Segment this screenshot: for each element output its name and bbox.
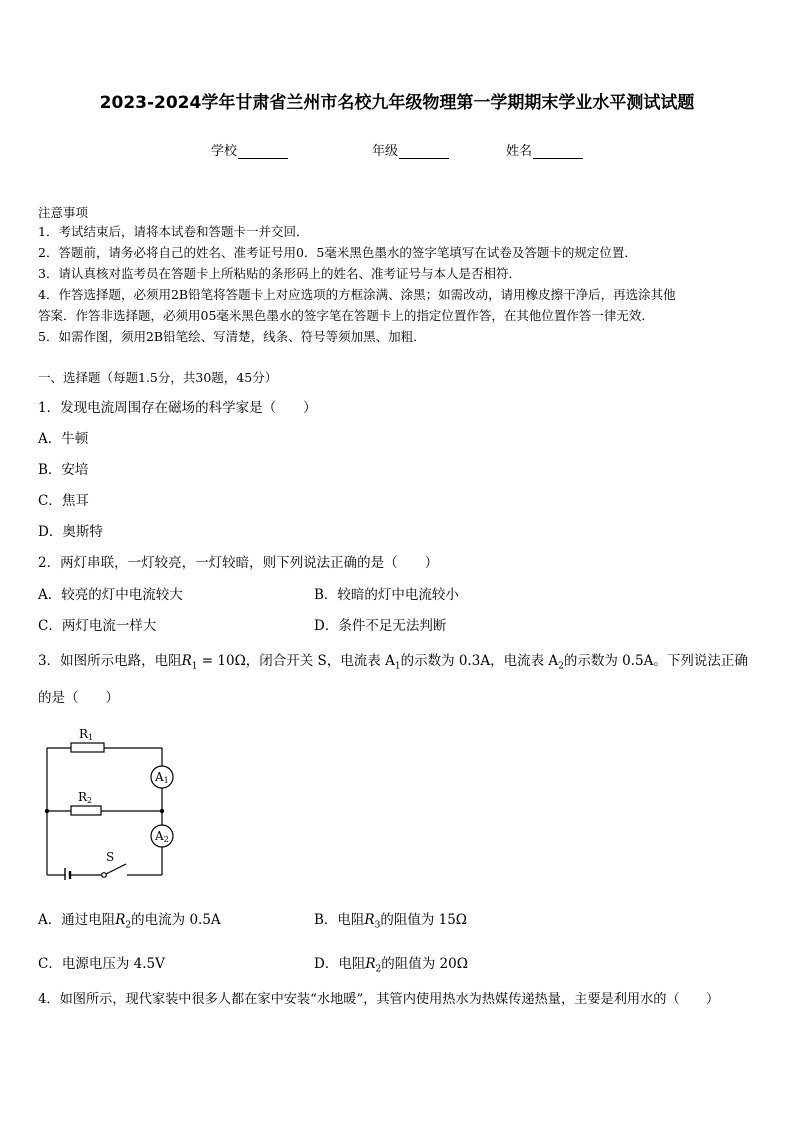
notice-item-4: 4．作答选择题，必须用2B铅笔将答题卡上对应选项的方框涂满、涂黑；如需改动，请用橡皮擦干净后，再选涂其他 [38, 287, 676, 302]
junction-dot [160, 809, 164, 813]
grade-label: 年级 [372, 144, 399, 159]
junction-dot [45, 809, 49, 813]
r2-label: R2 [78, 790, 93, 805]
name-field [506, 140, 583, 159]
switch-lever [106, 864, 126, 874]
grade-field [372, 140, 449, 159]
notice-item-5: 5．如需作图，须用2B铅笔绘、写清楚，线条、符号等须加黑、加粗． [38, 329, 426, 344]
switch-label: S [106, 850, 115, 864]
exam-title: 2023-2024学年甘肃省兰州市名校九年级物理第一学期期末学业水平测试试题 [99, 93, 695, 113]
school-blank [238, 145, 288, 159]
school-field [211, 140, 288, 159]
resistor-r2 [71, 806, 101, 815]
name-blank [533, 145, 583, 159]
q1-option-a: A．牛顿 [38, 431, 89, 447]
q3-stem: 3．如图所示电路，电阻$R_1 = 10\Omega$，闭合开关 S，电流表 $A_1$的示数为 0.3A，电流表 $A_2$的示数为 0.5A。下列说法正确 [38, 653, 748, 672]
q1-option-c: C．焦耳 [38, 493, 89, 509]
q1-option-d: D．奥斯特 [38, 524, 103, 540]
grade-blank [399, 145, 449, 159]
r1-label: R1 [79, 727, 94, 742]
notice-heading: 注意事项 [38, 205, 89, 220]
switch-contact [102, 873, 107, 878]
a2-label: A2 [155, 829, 169, 844]
section-heading: 一、选择题（每题1.5分，共30题，45分） [38, 370, 278, 385]
q2-option-c: C．两灯电流一样大 [38, 618, 157, 634]
name-label: 姓名 [506, 144, 533, 159]
notice-item-3: 3．请认真核对监考员在答题卡上所粘贴的条形码上的姓名、准考证号与本人是否相符． [38, 266, 521, 281]
q3-option-d: D．电阻$R_2$的阻值为 20Ω [314, 956, 468, 975]
q3-option-c: C．电源电压为 4.5V [38, 956, 165, 972]
q1-stem: 1．发现电流周围存在磁场的科学家是（ ） [38, 400, 317, 416]
q3-option-b: B．电阻$R_3$的阻值为 15Ω [314, 912, 467, 931]
a1-label: A1 [155, 770, 169, 785]
q4-stem: 4．如图所示，现代家装中很多人都在家中安装“水地暖”，其管内使用热水为热媒传递热量，主要是利用水的（ ） [38, 992, 720, 1007]
circuit-diagram [38, 720, 178, 880]
notice-item-1: 1．考试结束后，请将本试卷和答题卡一并交回． [38, 224, 309, 239]
q2-option-b: B．较暗的灯中电流较小 [314, 587, 459, 603]
resistor-r1 [71, 743, 104, 752]
q3-option-a: A．通过电阻$R_2$的电流为 0.5A [38, 912, 221, 931]
q2-option-d: D．条件不足无法判断 [314, 618, 447, 634]
q1-option-b: B．安培 [38, 462, 89, 478]
q2-stem: 2．两灯串联，一灯较亮，一灯较暗，则下列说法正确的是（ ） [38, 555, 439, 571]
notice-list [38, 221, 758, 347]
notice-item-2: 2．答题前，请务必将自己的姓名、准考证号用0．5毫米黑色墨水的签字笔填写在试卷及答题卡的规定位置． [38, 245, 637, 260]
notice-item-4-cont: 答案．作答非选择题，必须用05毫米黑色墨水的签字笔在答题卡上的指定位置作答，在其他位置作答一律无效． [38, 308, 654, 323]
school-label: 学校 [211, 144, 238, 159]
q2-option-a: A．较亮的灯中电流较大 [38, 587, 183, 603]
q3-stem-line2: 的是（ ） [38, 690, 119, 706]
